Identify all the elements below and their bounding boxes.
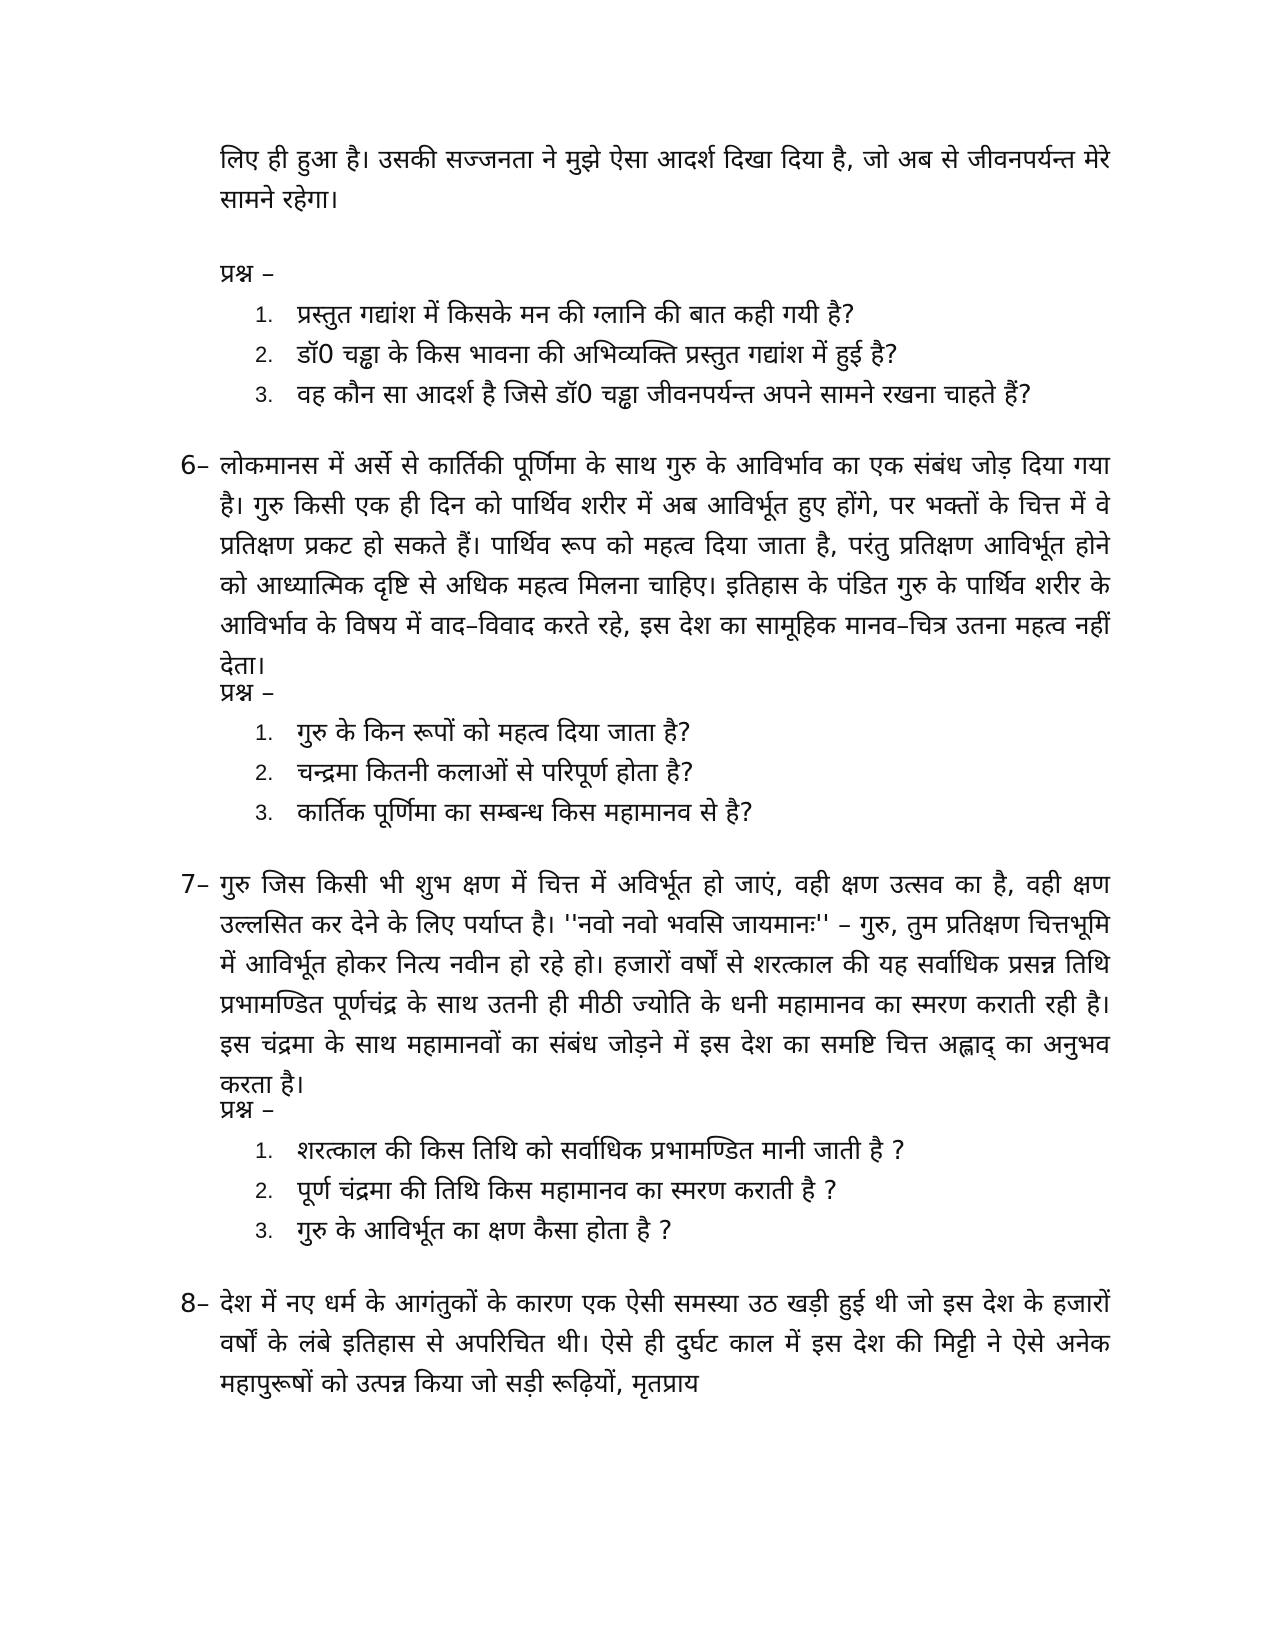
intro-question-list — [255, 295, 1110, 415]
question-text: पूर्ण चंद्रमा की तिथि किस महामानव का स्मरण कराती है ? — [297, 1176, 838, 1206]
section-6-number: 6– — [180, 451, 210, 481]
question-number: 3. — [255, 382, 274, 407]
question-number: 3. — [255, 800, 274, 825]
question-text: चन्द्रमा कितनी कलाओं से परिपूर्ण होता है? — [297, 758, 694, 788]
question-item — [255, 295, 1110, 335]
question-text: डॉ0 चड्ढा के किस भावना की अभिव्यक्ति प्रस्तुत गद्यांश में हुई है? — [297, 340, 899, 370]
question-item — [255, 1211, 1110, 1251]
question-number: 1. — [255, 1138, 274, 1163]
section-8-paragraph: देश में नए धर्म के आगंतुकों के कारण एक ऐसी समस्या उठ खड़ी हुई थी जो इस देश के हजारों वर्षों के लंबे इतिहास से अपरिचित थी। ऐसे ही दुर्घट काल में इस देश की मिट्टी ने ऐसे अनेक महापुरूषों को उत्पन्न किया जो सड़ी रूढ़ियों, मृतप्राय — [220, 1289, 1110, 1399]
section-7-number: 7– — [180, 870, 210, 900]
question-text: गुरु के किन रूपों को महत्व दिया जाता है? — [297, 718, 692, 748]
question-text: गुरु के आविर्भूत का क्षण कैसा होता है ? — [297, 1216, 673, 1246]
question-text: कार्तिक पूर्णिमा का सम्बन्ध किस महामानव से है? — [297, 798, 754, 828]
question-number: 2. — [255, 1178, 274, 1203]
section-6-prashn-label: प्रश्न – — [220, 678, 275, 708]
intro-paragraph: लिए ही हुआ है। उसकी सज्जनता ने मुझे ऐसा आदर्श दिखा दिया है, जो अब से जीवनपर्यन्त मेरे सामने रहेगा। — [220, 145, 1110, 215]
question-text: प्रस्तुत गद्यांश में किसके मन की ग्लानि की बात कही गयी है? — [297, 300, 855, 330]
question-number: 2. — [255, 342, 274, 367]
question-number: 3. — [255, 1218, 274, 1243]
section-8-number: 8– — [180, 1289, 210, 1319]
section-7-question-list — [255, 1131, 1110, 1251]
question-item — [255, 375, 1110, 415]
intro-prashn-label: प्रश्न – — [220, 259, 275, 289]
question-text: वह कौन सा आदर्श है जिसे डॉ0 चड्ढा जीवनपर्यन्त अपने सामने रखना चाहते हैं? — [297, 380, 1032, 410]
section-7-paragraph: गुरु जिस किसी भी शुभ क्षण में चित्त में अविर्भूत हो जाएं, वही क्षण उत्सव का है, वही क्षण उल्लसित कर देने के लिए पर्याप्त है। ''नवो नवो भवसि जायमानः'' – गुरु, तुम प्रतिक्षण चित्तभूमि में आविर्भूत होकर नित्य नवीन हो रहे हो। हजारों वर्षों से शरत्काल की यह सर्वाधिक प्रसन्न तिथि प्रभामण्डित पूर्णचंद्र के साथ उतनी ही मीठी ज्योति के धनी महामानव का स्मरण कराती रही है। इस चंद्रमा के साथ महामानवों का संबंध जोड़ने में इस देश का समष्टि चित्त अह्लाद् का अनुभव करता है। — [220, 870, 1110, 1100]
question-number: 1. — [255, 302, 274, 327]
question-item — [255, 1171, 1110, 1211]
question-item — [255, 335, 1110, 375]
question-item — [255, 1131, 1110, 1171]
section-6-paragraph: लोकमानस में अर्से से कार्तिकी पूर्णिमा के साथ गुरु के आविर्भाव का एक संबंध जोड़ दिया गया है। गुरु किसी एक ही दिन को पार्थिव शरीर में अब आविर्भूत हुए होंगे, पर भक्तों के चित्त में वे प्रतिक्षण प्रकट हो सकते हैं। पार्थिव रूप को महत्व दिया जाता है, परंतु प्रतिक्षण आविर्भूत होने को आध्यात्मिक दृष्टि से अधिक महत्व मिलना चाहिए। इतिहास के पंडित गुरु के पार्थिव शरीर के आविर्भाव के विषय में वाद–विवाद करते रहे, इस देश का सामूहिक मानव–चित्र उतना महत्व नहीं देता। — [220, 451, 1110, 681]
question-item — [255, 753, 1110, 793]
question-text: शरत्काल की किस तिथि को सर्वाधिक प्रभामण्डित मानी जाती है ? — [297, 1136, 906, 1166]
question-item — [255, 713, 1110, 753]
question-number: 1. — [255, 720, 274, 745]
section-6-question-list — [255, 713, 1110, 833]
section-7-prashn-label: प्रश्न – — [220, 1095, 275, 1125]
question-item — [255, 793, 1110, 833]
question-number: 2. — [255, 760, 274, 785]
